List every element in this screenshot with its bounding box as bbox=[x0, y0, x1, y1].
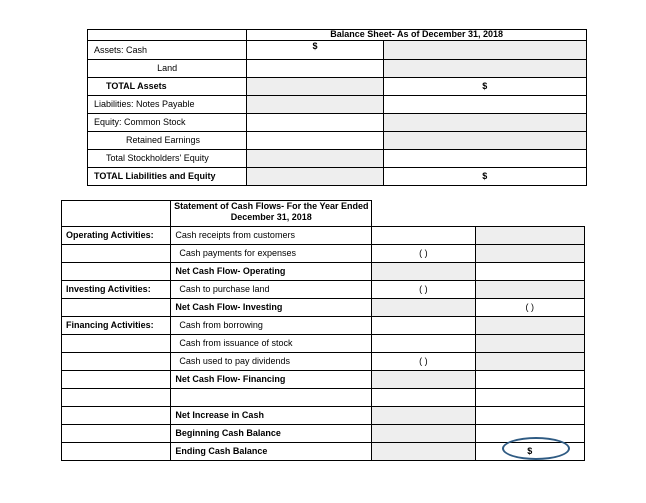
cf-net-operating-total[interactable] bbox=[475, 263, 584, 281]
cf-dividends-amount[interactable]: ( ) bbox=[372, 353, 475, 371]
cf-title-blank-mid bbox=[372, 201, 475, 227]
bs-row-liabilities bbox=[88, 96, 587, 114]
cf-borrowing-total bbox=[475, 317, 584, 335]
bs-retained-total bbox=[383, 132, 586, 150]
cf-net-financing-total[interactable] bbox=[475, 371, 584, 389]
bs-title-row bbox=[88, 30, 587, 41]
cf-blank bbox=[171, 389, 372, 407]
bs-label-land: Land bbox=[88, 60, 247, 78]
cf-blank bbox=[475, 389, 584, 407]
cf-label-net-investing: Net Cash Flow- Investing bbox=[171, 299, 372, 317]
bs-title: Balance Sheet- As of December 31, 2018 bbox=[247, 30, 587, 41]
cf-blank bbox=[62, 425, 171, 443]
cf-row-net-operating bbox=[62, 263, 585, 281]
cf-row-payments bbox=[62, 245, 585, 263]
cf-blank bbox=[62, 335, 171, 353]
balance-sheet-table bbox=[87, 29, 587, 186]
bs-row-retained bbox=[88, 132, 587, 150]
cf-issuance-total bbox=[475, 335, 584, 353]
cf-row-dividends bbox=[62, 353, 585, 371]
bs-label-liabilities: Liabilities: Notes Payable bbox=[88, 96, 247, 114]
cf-payments-total bbox=[475, 245, 584, 263]
bs-common-stock-total bbox=[383, 114, 586, 132]
cf-net-increase-total[interactable] bbox=[475, 407, 584, 425]
cf-label-ending: Ending Cash Balance bbox=[171, 443, 372, 461]
cf-purchase-land-total bbox=[475, 281, 584, 299]
cf-net-increase-amount bbox=[372, 407, 475, 425]
bs-row-total-le bbox=[88, 168, 587, 186]
cf-blank bbox=[62, 353, 171, 371]
cf-row-net-investing bbox=[62, 299, 585, 317]
cf-row-ending bbox=[62, 443, 585, 461]
bs-total-se-total[interactable] bbox=[383, 150, 586, 168]
cf-issuance-amount[interactable] bbox=[372, 335, 475, 353]
cf-payments-amount[interactable]: ( ) bbox=[372, 245, 475, 263]
cf-ending-total[interactable]: $ bbox=[475, 443, 584, 461]
bs-label-retained: Retained Earnings bbox=[88, 132, 247, 150]
cf-label-purchase-land: Cash to purchase land bbox=[171, 281, 372, 299]
cf-label-net-financing: Net Cash Flow- Financing bbox=[171, 371, 372, 389]
cf-row-net-financing bbox=[62, 371, 585, 389]
cf-blank bbox=[62, 299, 171, 317]
cf-label-dividends: Cash used to pay dividends bbox=[171, 353, 372, 371]
cf-blank bbox=[62, 371, 171, 389]
cf-label-receipts: Cash receipts from customers bbox=[171, 227, 372, 245]
cf-beginning-total[interactable] bbox=[475, 425, 584, 443]
cf-net-investing-amount bbox=[372, 299, 475, 317]
cf-blank bbox=[62, 245, 171, 263]
cf-label-net-increase: Net Increase in Cash bbox=[171, 407, 372, 425]
bs-label-total-le: TOTAL Liabilities and Equity bbox=[88, 168, 247, 186]
bs-label-total-se: Total Stockholders' Equity bbox=[88, 150, 247, 168]
cf-label-payments: Cash payments for expenses bbox=[171, 245, 372, 263]
cf-borrowing-amount[interactable] bbox=[372, 317, 475, 335]
cf-title-blank-left bbox=[62, 201, 171, 227]
cf-row-beginning bbox=[62, 425, 585, 443]
bs-cash-amount[interactable]: $ bbox=[247, 41, 383, 60]
cf-row-issuance bbox=[62, 335, 585, 353]
cf-title-row bbox=[62, 201, 585, 227]
cf-row-purchase-land bbox=[62, 281, 585, 299]
cf-label-borrowing: Cash from borrowing bbox=[171, 317, 372, 335]
cf-blank bbox=[62, 263, 171, 281]
bs-row-common-stock bbox=[88, 114, 587, 132]
cf-section-investing: Investing Activities: bbox=[62, 281, 171, 299]
cf-blank bbox=[62, 389, 171, 407]
cf-receipts-amount[interactable] bbox=[372, 227, 475, 245]
bs-land-amount[interactable] bbox=[247, 60, 383, 78]
bs-total-se-amount bbox=[247, 150, 383, 168]
cash-flow-table bbox=[61, 200, 585, 461]
bs-row-total-se bbox=[88, 150, 587, 168]
cf-dividends-total bbox=[475, 353, 584, 371]
cf-label-issuance: Cash from issuance of stock bbox=[171, 335, 372, 353]
cf-net-financing-amount bbox=[372, 371, 475, 389]
bs-label-total-assets: TOTAL Assets bbox=[88, 78, 247, 96]
cf-title: Statement of Cash Flows- For the Year Ended December 31, 2018 bbox=[171, 201, 372, 227]
bs-liabilities-amount bbox=[247, 96, 383, 114]
cf-row-borrowing bbox=[62, 317, 585, 335]
cf-receipts-total bbox=[475, 227, 584, 245]
cf-row-spacer bbox=[62, 389, 585, 407]
bs-label-common-stock: Equity: Common Stock bbox=[88, 114, 247, 132]
cf-label-net-operating: Net Cash Flow- Operating bbox=[171, 263, 372, 281]
cf-blank bbox=[62, 443, 171, 461]
cf-blank bbox=[372, 389, 475, 407]
cf-net-operating-amount bbox=[372, 263, 475, 281]
cf-section-operating: Operating Activities: bbox=[62, 227, 171, 245]
cf-row-receipts bbox=[62, 227, 585, 245]
cf-row-net-increase bbox=[62, 407, 585, 425]
cf-section-financing: Financing Activities: bbox=[62, 317, 171, 335]
bs-total-assets-total[interactable]: $ bbox=[383, 78, 586, 96]
cf-label-beginning: Beginning Cash Balance bbox=[171, 425, 372, 443]
bs-land-total bbox=[383, 60, 586, 78]
bs-row-total-assets bbox=[88, 78, 587, 96]
bs-row-cash bbox=[88, 41, 587, 60]
bs-total-le-amount bbox=[247, 168, 383, 186]
bs-retained-amount[interactable] bbox=[247, 132, 383, 150]
bs-total-assets-amount bbox=[247, 78, 383, 96]
bs-common-stock-amount[interactable] bbox=[247, 114, 383, 132]
bs-total-le-total[interactable]: $ bbox=[383, 168, 586, 186]
bs-title-blank bbox=[88, 30, 247, 41]
cf-beginning-amount bbox=[372, 425, 475, 443]
bs-cash-total bbox=[383, 41, 586, 60]
cf-net-investing-total[interactable]: ( ) bbox=[475, 299, 584, 317]
cf-title-blank-right bbox=[475, 201, 584, 227]
bs-liabilities-total[interactable] bbox=[383, 96, 586, 114]
cf-purchase-land-amount[interactable]: ( ) bbox=[372, 281, 475, 299]
bs-row-land bbox=[88, 60, 587, 78]
bs-label-cash: Assets: Cash bbox=[88, 41, 247, 60]
cf-blank bbox=[62, 407, 171, 425]
cf-ending-amount bbox=[372, 443, 475, 461]
